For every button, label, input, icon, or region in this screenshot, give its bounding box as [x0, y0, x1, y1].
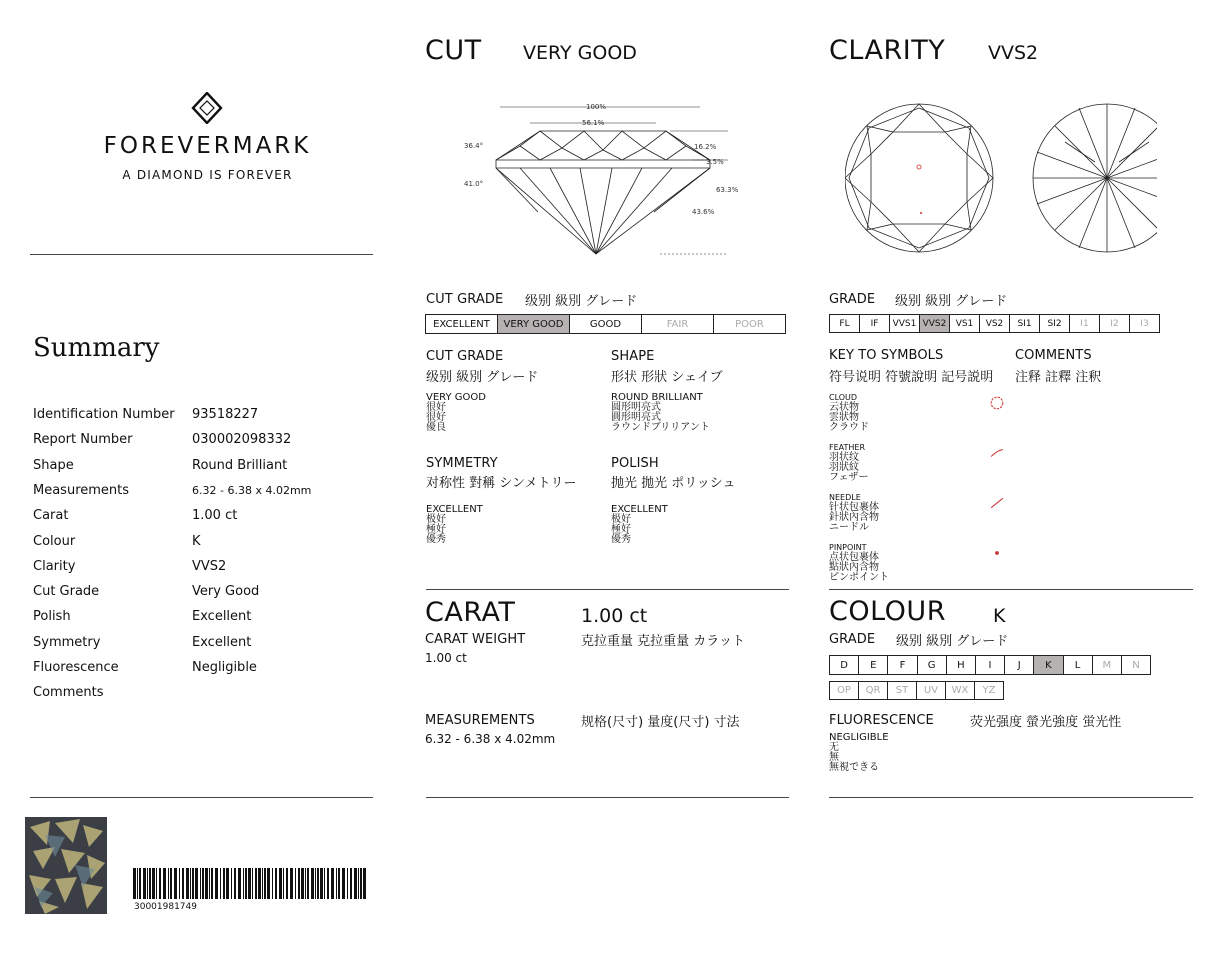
divider [426, 589, 789, 590]
cut-value: VERY GOOD [523, 42, 637, 64]
symbol-name-jp: クラウド [829, 422, 869, 433]
cut-grade-value-jp-2: 很好 [426, 412, 446, 423]
clarity-grade-label-jp: 级别 級別 グレード [895, 294, 1008, 309]
summary-row-value: Excellent [192, 609, 252, 625]
cut-grade-scale-cell: VERY GOOD [498, 315, 570, 333]
symbol-name-jp: フェザー [829, 472, 869, 483]
summary-row [33, 508, 373, 533]
shape-value-block [611, 393, 710, 433]
fluorescence-value-jp-2: 無 [829, 752, 839, 763]
shape-title-jp: 形状 形狀 シェイブ [611, 370, 723, 385]
symbol-name-jp: ニードル [829, 522, 869, 533]
cut-grade-label: CUT GRADE [426, 292, 504, 307]
barcode-number: 30001981749 [134, 902, 197, 912]
cut-grade-value-jp-3: 優良 [426, 422, 446, 433]
symbol-name-jp: 羽状纹 [829, 452, 859, 463]
brand-tagline: A DIAMOND IS FOREVER [122, 168, 293, 182]
divider [30, 797, 373, 798]
colour-grade-scale-cell: WX [946, 682, 975, 699]
summary-row [33, 483, 373, 508]
summary-row [33, 407, 373, 432]
diamond-photo-icon [25, 817, 107, 914]
colour-grade-scale-cell: OP [830, 682, 859, 699]
clarity-grade-scale-cell: I2 [1100, 315, 1130, 332]
clarity-grade-scale-cell: I1 [1070, 315, 1100, 332]
key-to-symbols-jp: 符号说明 符號說明 記号説明 [829, 370, 994, 385]
diagram-girdle-label: 3.5% [706, 158, 724, 166]
symbol-name-jp: 點狀內含物 [829, 562, 879, 573]
cut-grade-scale-cell: EXCELLENT [426, 315, 498, 333]
symbol-name-jp: 针状包裹体 [829, 502, 879, 513]
summary-row-label: Measurements [33, 482, 130, 498]
clarity-grade-scale-cell: VS1 [950, 315, 980, 332]
clarity-grade-scale-cell: SI2 [1040, 315, 1070, 332]
carat-weight-value: 1.00 ct [425, 651, 467, 665]
comments-jp: 注释 註釋 注釈 [1015, 370, 1102, 385]
symbol-entry [829, 493, 879, 533]
summary-row-label: Clarity [33, 558, 76, 574]
brand-name: FOREVERMARK [103, 133, 312, 159]
measurements-label-jp: 规格(尺寸) 量度(尺寸) 寸法 [581, 715, 740, 730]
shape-value-jp-3: ラウンドブリリアント [611, 422, 710, 433]
polish-title: POLISH [611, 456, 659, 471]
cut-proportions-diagram [460, 98, 750, 260]
clarity-grade-scale-cell: VVS1 [890, 315, 920, 332]
divider [829, 589, 1193, 590]
symbol-entry [829, 543, 889, 583]
colour-heading: COLOUR [829, 596, 946, 627]
clarity-heading: CLARITY [829, 35, 946, 66]
summary-row-value: Negligible [192, 660, 257, 675]
barcode [133, 868, 370, 899]
polish-value-block [611, 505, 668, 545]
colour-grade-scale-cell: E [859, 656, 888, 674]
polish-title-jp: 抛光 拋光 ポリッシュ [611, 476, 736, 491]
shape-title: SHAPE [611, 349, 655, 364]
cut-grade-label-jp: 级别 級別 グレード [525, 294, 638, 309]
colour-grade-scale [829, 655, 1151, 675]
colour-grade-scale-cell: N [1132, 659, 1140, 671]
fluorescence-value: NEGLIGIBLE [829, 732, 889, 743]
symmetry-value-jp-3: 優秀 [426, 534, 446, 545]
clarity-grade-scale-cell: I3 [1140, 318, 1149, 329]
diagram-pavilion-depth-label: 43.6% [692, 208, 715, 216]
divider [829, 797, 1193, 798]
symbol-name: CLOUD [829, 393, 858, 402]
diagram-total-label: 100% [586, 103, 607, 111]
cut-grade-value-jp-1: 很好 [426, 402, 446, 413]
clarity-grade-scale [829, 314, 1160, 333]
summary-row [33, 609, 373, 634]
clarity-value: VVS2 [988, 42, 1039, 64]
fluorescence-value-jp-1: 无 [829, 742, 839, 753]
symbol-name: FEATHER [829, 443, 866, 452]
summary-row-label: Comments [33, 685, 104, 701]
cut-grade-title: CUT GRADE [426, 349, 504, 364]
clarity-grade-label: GRADE [829, 292, 876, 307]
colour-grade-scale-cell: L [1064, 656, 1093, 674]
clarity-grade-scale-cell: IF [860, 315, 890, 332]
colour-grade-scale-cell: J [1005, 656, 1034, 674]
summary-row-value: VVS2 [192, 558, 227, 574]
cloud-symbol-icon [990, 396, 1004, 410]
summary-row-label: Report Number [33, 432, 133, 448]
fluorescence-value-block [829, 733, 889, 773]
polish-value-jp-2: 極好 [611, 524, 631, 535]
needle-symbol-icon [990, 496, 1004, 510]
divider [426, 797, 789, 798]
summary-row [33, 660, 373, 685]
summary-row-label: Fluorescence [33, 660, 119, 675]
colour-grade-scale-cell: UV [917, 682, 946, 699]
shape-value-jp-2: 圓形明亮式 [611, 412, 661, 423]
summary-row-value: Round Brilliant [192, 457, 288, 473]
colour-value: K [993, 605, 1006, 627]
symmetry-value-jp-1: 极好 [426, 514, 446, 525]
symbol-name-jp: 羽狀紋 [829, 462, 859, 473]
cut-grade-scale-cell: FAIR [642, 315, 714, 333]
summary-row-label: Shape [33, 457, 74, 473]
symmetry-title-jp: 对称性 對稱 シンメトリー [426, 476, 577, 491]
key-to-symbols-title: KEY TO SYMBOLS [829, 348, 944, 363]
summary-title: Summary [33, 333, 160, 363]
summary-row-label: Identification Number [33, 407, 175, 422]
feather-symbol-icon [990, 446, 1004, 460]
summary-row [33, 635, 373, 660]
summary-row-label: Colour [33, 533, 76, 549]
symbol-name-jp: 雲狀物 [829, 412, 859, 423]
divider [30, 254, 373, 255]
diagram-total-depth-label: 63.3% [716, 186, 739, 194]
summary-row [33, 559, 373, 584]
summary-row-value: 6.32 - 6.38 x 4.02mm [192, 483, 312, 497]
symmetry-value-jp-2: 極好 [426, 524, 446, 535]
summary-row [33, 534, 373, 559]
measurements-label: MEASUREMENTS [425, 713, 535, 728]
summary-row-label: Symmetry [33, 634, 101, 650]
symmetry-value-block [426, 505, 483, 545]
colour-grade-scale-cell: G [918, 656, 947, 674]
carat-heading: CARAT [425, 597, 516, 628]
summary-row-label: Carat [33, 508, 69, 524]
colour-grade-label-jp: 级别 級別 グレード [896, 634, 1009, 649]
colour-grade-scale-extended [829, 681, 1004, 700]
forevermark-logo-icon [190, 92, 224, 124]
colour-grade-scale-cell: K [1034, 656, 1063, 674]
colour-grade-scale-cell: ST [888, 682, 917, 699]
cut-grade-value-block [426, 393, 486, 433]
colour-grade-scale-cell: F [888, 656, 917, 674]
symbol-entry [829, 443, 869, 483]
shape-value-jp-1: 圆形明亮式 [611, 402, 661, 413]
symbol-name-jp: 点状包裹体 [829, 552, 879, 563]
clarity-grade-scale-cell: VS2 [980, 315, 1010, 332]
symbol-name: NEEDLE [829, 493, 861, 502]
colour-grade-label: GRADE [829, 632, 876, 647]
pinpoint-symbol-icon [990, 546, 1004, 560]
clarity-grade-scale-cell: VVS2 [920, 315, 950, 332]
diagram-table-label: 56.1% [582, 119, 605, 127]
summary-row [33, 685, 373, 710]
summary-row-value: Very Good [192, 584, 260, 600]
diagram-pavilion-angle-label: 41.0° [464, 180, 484, 188]
summary-row-value: Excellent [192, 634, 252, 650]
fluorescence-value-jp-3: 無視できる [829, 762, 879, 773]
summary-row-value: K [192, 533, 201, 549]
fluorescence-label-jp: 荧光强度 螢光強度 蛍光性 [970, 715, 1122, 730]
clarity-plot-diagram [845, 102, 1157, 254]
symbol-name: PINPOINT [829, 543, 867, 552]
summary-row-value: 1.00 ct [192, 508, 238, 524]
summary-row-label: Polish [33, 609, 71, 625]
colour-grade-scale-cell: D [830, 656, 859, 674]
symbol-name-jp: 云状物 [829, 402, 859, 413]
symmetry-title: SYMMETRY [426, 456, 498, 471]
colour-grade-scale-cell: I [976, 656, 1005, 674]
cut-grade-title-jp: 级别 級別 グレード [426, 370, 539, 385]
barcode-bars-icon [133, 868, 370, 899]
summary-row [33, 584, 373, 609]
comments-title: COMMENTS [1015, 348, 1092, 363]
polish-value: EXCELLENT [611, 504, 668, 515]
fluorescence-label: FLUORESCENCE [829, 713, 934, 728]
cut-grade-scale-cell: POOR [735, 318, 764, 330]
diagram-crown-height-label: 16.2% [694, 143, 717, 151]
colour-grade-scale-cell: M [1093, 656, 1122, 674]
clarity-grade-scale-cell: SI1 [1010, 315, 1040, 332]
summary-row-label: Cut Grade [33, 584, 100, 600]
clarity-grade-scale-cell: FL [830, 315, 860, 332]
summary-row [33, 458, 373, 483]
colour-grade-scale-cell: YZ [982, 685, 996, 696]
summary-row-value: 030002098332 [192, 432, 292, 448]
symmetry-value: EXCELLENT [426, 504, 483, 515]
cut-grade-scale [425, 314, 786, 334]
colour-grade-scale-cell: H [947, 656, 976, 674]
carat-value: 1.00 ct [581, 605, 648, 627]
cut-heading: CUT [425, 35, 482, 66]
polish-value-jp-1: 极好 [611, 514, 631, 525]
colour-grade-scale-cell: QR [859, 682, 888, 699]
carat-weight-label-jp: 克拉重量 克拉重量 カラット [581, 634, 746, 649]
carat-weight-label: CARAT WEIGHT [425, 632, 526, 647]
symbol-entry [829, 393, 869, 433]
diagram-crown-angle-label: 36.4° [464, 142, 484, 150]
shape-value: ROUND BRILLIANT [611, 392, 703, 403]
summary-row [33, 432, 373, 457]
summary-row-value: 93518227 [192, 407, 259, 422]
symbol-name-jp: ピンポイント [829, 572, 889, 583]
cut-grade-value: VERY GOOD [426, 392, 486, 403]
cut-grade-scale-cell: GOOD [570, 315, 642, 333]
symbol-name-jp: 針狀內含物 [829, 512, 879, 523]
measurements-value: 6.32 - 6.38 x 4.02mm [425, 732, 556, 746]
polish-value-jp-3: 優秀 [611, 534, 631, 545]
